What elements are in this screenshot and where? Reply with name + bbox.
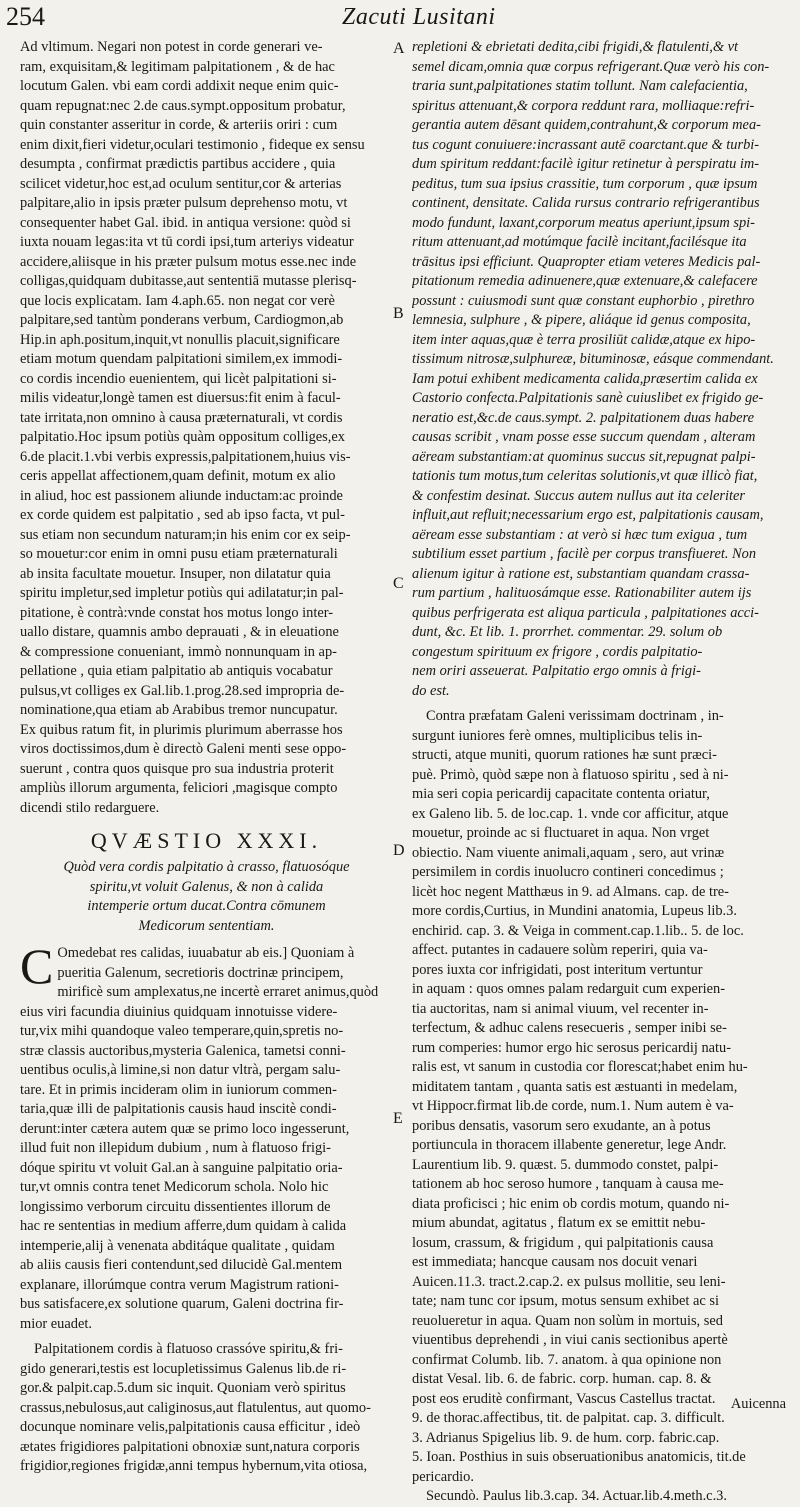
text-line: neratio est,&c.de caus.sympt. 2. palpitationem duas habere (412, 409, 754, 426)
text-line: losum, crassum, & frigidum , qui palpitationis causa (412, 1234, 714, 1251)
text-line: rum partium , halituosámque esse. Rationabiliter autem ijs (412, 585, 752, 601)
text-line: ram, exquisitam,& legitimam palpitationem , & de hac (20, 58, 335, 75)
text-line: semel dicam,omnia quæ corpus refrigerant.Quæ verò his con- (412, 58, 770, 75)
text-line: Omedebat res calidas, iuuabatur ab eis.] Quoniam à (57, 945, 355, 961)
margin-letter-d: D (393, 842, 405, 859)
text-line: affect. putantes in cadauere solùm reperiri, quia va- (412, 942, 708, 958)
text-line: dum spiritum reddant:facilè igitur retinetur à perspiratu im- (412, 156, 760, 172)
drop-cap: C (20, 938, 54, 994)
right-paragraph-2 (412, 707, 790, 1487)
margin-letter-e: E (393, 1110, 403, 1127)
text-line: causas scribit , vnam posse esse succum quendam , alteram (412, 429, 756, 445)
text-line: quin constanter asseritur in corde, & arteriis oriri : cum (20, 117, 338, 133)
text-line: scilicet videtur,hoc est,ad oculum sentitur,cor & arterias (20, 175, 342, 192)
text-line: ex corde quidem est palpitatio , sed ab ipso facta, vt pul- (20, 507, 345, 523)
text-line: ab insita facultate mouetur. Insuper, non dilatatur quia (20, 565, 331, 582)
text-line: 9. de thorac.affectibus, tit. de palpitat. cap. 3. difficult. (412, 1410, 725, 1426)
text-line: ritum attenuant,ad motúmque facilè incitant,facilésque ita (412, 234, 747, 250)
right-paragraph-1 (412, 38, 790, 701)
text-line: stræ classis auctoribus,mysteria Galenica, tametsi conni- (20, 1042, 346, 1059)
left-paragraph-2 (20, 938, 393, 1334)
text-line: reuolueretur in aqua. Quam non solùm in mortuis, sed (412, 1312, 723, 1329)
text-line: 3. Adrianus Spigelius lib. 9. de hum. corp. fabric.cap. (412, 1429, 720, 1446)
text-line: tate; nam tunc cor ipsum, motus sensum exhibet ac si (412, 1293, 719, 1309)
text-line: viros doctissimos,dum è directò Galeni menti sese oppo- (20, 741, 347, 757)
text-line: quibus perfrigerata est aliqua particula , palpitationes acci- (412, 604, 759, 621)
text-line: repletioni & ebrietati dedita,cibi frigidi,& flatulenti,& vt (412, 39, 739, 55)
question-title: QVÆSTIO XXXI. (90, 828, 323, 853)
text-line: ceris appellat affectionem,quam definit, motum ex alio (20, 468, 336, 484)
text-line: lemnesia, sulphure , & pipere, aliáque id genus composita, (412, 312, 751, 328)
text-line: subtilium esset partium , facilè per corpus transfiueret. Non (412, 546, 757, 562)
text-line: colligas,quidquam dubitasse,aut sententiā mutasse plerisq- (20, 273, 357, 289)
page-number: 254 (6, 2, 45, 31)
text-line: & confestim desinat. Succus autem nullus aut ita celeriter (412, 487, 745, 504)
text-line: obiectio. Nam viuente animali,aquam , sero, aut vrinæ (412, 844, 725, 861)
text-line: mium abundat, agitatus , flatum ex se emittit nebu- (412, 1215, 706, 1231)
text-line: accidere,aliisque in his præter pulsum motus esse.nec inde (20, 253, 357, 270)
text-line: ralis est, vt sanum in custodia cor florescat;habet enim hu- (412, 1059, 748, 1075)
text-line: gido generari,testis est locupletissimus Galenus lib.de ri- (20, 1360, 347, 1377)
text-line: diata proficisci ; hic enim ob cordis motum, quando ni- (412, 1195, 730, 1212)
right-paragraph-3 (412, 1487, 790, 1507)
text-line: desumpta , confirmat prædictis partibus accidere , quia (20, 156, 336, 172)
text-line: nominatione,qua etiam ab Arabibus tremor nuncupatur. (20, 702, 338, 718)
text-line: viuentibus deprehendi , in viui canis sectionibus apertè (412, 1332, 728, 1348)
text-line: influit,aut refluit;necessarium ergo est, palpitationis causam, (412, 507, 764, 523)
text-line: mouetur, proinde ac si fluctuaret in aqua. Non vrget (412, 825, 710, 841)
text-line: aëream esse substantiam : at verò si hæc tum exigua , tum (412, 526, 748, 543)
text-line: tationis tum motus,tum celeritas solutionis,vt quæ illicò fiat, (412, 468, 758, 484)
text-line: possunt : cuiusmodi sunt quæ constant euphorbio , pirethro (412, 292, 755, 309)
text-line: etiam motum quendam palpitationi similem,ex immodi- (20, 351, 343, 367)
text-line: aëream substantiam:at quominus succus sit,repugnat palpi- (412, 448, 756, 465)
text-line: continent, densitate. Calida rursus contrario refrigerantibus (412, 195, 760, 211)
text-line: surgunt iuniores ferè omnes, multiplicibus telis in- (412, 727, 703, 744)
text-line: palpitare,alio in ipsis præter pulsum deprehenso motu, vt (20, 195, 348, 211)
text-line: ab aliis causis fieri contendunt,sed dilucidè Gal.mentem (20, 1257, 343, 1273)
text-line: ampliùs illorum argumenta, feliciori ,magisque compto (20, 780, 338, 796)
text-line: confirmat Columb. lib. 7. anatom. à qua opinione non (412, 1351, 722, 1368)
text-line: mior euadet. (20, 1315, 92, 1332)
text-line: puè. Primò, quòd sæpe non à flatuoso spiritu , sed à ni- (412, 766, 729, 783)
subtitle-line: spiritu,vt voluit Galenus, & non à calida (89, 878, 324, 895)
text-line: ætates frigidiores palpitationi obnoxiæ sunt,natura corporis (20, 1438, 360, 1455)
subtitle-line: Medicorum sententiam. (138, 917, 275, 934)
text-line: est immediata; hancque causam nos docuit venari (412, 1254, 698, 1270)
text-line: spiritu impletur,sed impletur potiùs qui adilatatur;in pal- (20, 585, 344, 601)
text-line: milis videatur,longè tamen est diuersus:fit enim à facul- (20, 390, 341, 406)
text-line: tus cogunt conuiuere:incrassant autē coarctant.que & turbi- (412, 136, 760, 153)
text-line: enim dixit,fieri videtur,oculari testimonio , fideque ex sensu (20, 136, 365, 153)
left-paragraph-3 (20, 1340, 393, 1477)
text-line: pitationum remedia adinuenere,quæ extenuare,& calefacere (412, 273, 758, 289)
text-line: frigidior,regiones frigidæ,anni tempus hybernum,vita otiosa, (20, 1458, 368, 1474)
text-line: Iam potui exhibent medicamenta calida,præsertim calida ex (412, 370, 758, 387)
text-line: traria sunt,palpitationes statim tollunt. Nam calefacientia, (412, 78, 748, 94)
text-line: explanare, illorúmque contra verum Magistrum rationi- (20, 1276, 339, 1293)
text-line: intemperie,alij à venenata abditáque qualitate , quidam (20, 1237, 335, 1254)
text-line: palpitare,sed tantùm ponderans verbum, Cardiogmon,ab (20, 312, 344, 328)
text-line: in aliud, hoc est passionem aliunde inductam:ac proinde (20, 487, 343, 504)
text-line: derunt:inter cætera autem quæ se primo loco ingesserunt, (20, 1120, 350, 1137)
left-column (20, 38, 393, 1477)
text-line: gerantia autem dēsant quidem,contrahunt,& corporum mea- (412, 117, 761, 133)
text-line: structi, atque muniti, quorum rationes hæ sunt præci- (412, 747, 717, 763)
text-line: gor.& palpit.cap.5.dum sic inquit. Quoniam verò spiritus (20, 1380, 346, 1396)
text-line: post eos eruditè confirmant, Vascus Castellus tractat. (412, 1390, 716, 1407)
text-line: docunque nominare velis,palpitationis causa efficitur , ideò (20, 1419, 361, 1435)
text-line: taria,quæ illi de palpitationis causis haud inscitè condi- (20, 1101, 337, 1117)
subtitle-line: Quòd vera cordis palpitatio à crasso, flatuosóque (63, 859, 350, 875)
text-line: portiuncula in thoracem illabente generetur, lege Andr. (412, 1137, 727, 1153)
text-line: iuxta nouam legas:ita vt tū cordi ipsi,tum arteriys videatur (20, 234, 354, 250)
text-line: ex Galeno lib. 5. de loc.cap. 1. vnde cor afficitur, atque (412, 805, 729, 822)
text-line: eius viri facundia diuinius quidquam innotuisse videre- (20, 1003, 338, 1020)
text-line: bus satisfacere,ex solutione quarum, Galeni doctrina fir- (20, 1296, 344, 1312)
text-line: 5. Ioan. Posthius in suis obseruationibus anatomicis, tit.de (412, 1449, 746, 1465)
margin-letter-b: B (393, 305, 404, 322)
question-subtitle (20, 858, 393, 936)
text-line: pores iuxta cor infrigidati, post interitum vertuntur (412, 961, 703, 978)
text-line: mia seri copia pericardij capacitate contenta oriatur, (412, 786, 710, 802)
text-line: distat Vesal. lib. 6. de fabric. corp. human. cap. 8. & (412, 1371, 712, 1387)
text-line: peditus, tum sua ipsius crassitie, tum corporum , quæ ipsum (412, 175, 758, 192)
text-line: suerunt , contra quos quisque pro sua industria proterit (20, 760, 334, 777)
text-line: do est. (412, 682, 450, 699)
text-line: co cordis incendio euenientem, qui licèt palpitationi si- (20, 370, 337, 387)
text-line: consequenter habet Gal. ibid. in antiqua versione: quòd si (20, 214, 351, 231)
right-column (412, 38, 790, 1507)
text-line: quam repugnat:nec 2.de caus.sympt.oppositum probatur, (20, 97, 346, 114)
text-line: tur,vt omnis contra tenet Medicorum schola. Nolo hic (20, 1179, 329, 1195)
text-line: pulsus,vt colliges ex Gal.lib.1.prog.28.sed impropria de- (20, 682, 345, 699)
page-header (0, 0, 800, 40)
text-line: more cordis,Curtius, in Mundini anatomia, Lupeus lib.3. (412, 903, 737, 919)
text-line: 6.de placit.1.vbi verbis expressis,palpitationem,huius vis- (20, 448, 351, 465)
text-line: item inter aquas,quæ è terra prosiliūt calidæ,atque ex hipo- (412, 331, 756, 348)
text-line: tia auctoritas, nam si animal viuum, vel recenter in- (412, 1000, 709, 1017)
text-line: rum comperies: humor ergo hic serosus pericardij natu- (412, 1039, 732, 1056)
text-line: crassus,nebulosus,aut caliginosus,aut flatulentus, aut quomo- (20, 1399, 371, 1416)
text-line: modo fundunt, laxant,corporum meatus aperiunt,ipsum spi- (412, 214, 755, 231)
text-line: que locis explicatam. Iam 4.aph.65. non negat cor verè (20, 292, 335, 309)
text-line: enchirid. cap. 3. & Veiga in comment.cap.1.lib.. 5. de loc. (412, 922, 744, 939)
text-line: illud fuit non illepidum dubium , num à flatuoso frigi- (20, 1140, 331, 1156)
text-line: persimilem in cordis inuolucro contineri concedimus ; (412, 864, 724, 880)
text-line: Secundò. Paulus lib.3.cap. 34. Actuar.lib.4.meth.c.3. (426, 1488, 727, 1504)
text-line: Hip.in aph.positum,inquit,vt nonullis placuit,significare (20, 331, 340, 348)
catchword: Auicenna (730, 1396, 786, 1412)
text-line: uentibus oculis,à limine,si non datur vltrà, pergam salu- (20, 1062, 341, 1078)
text-line: pellatione , quia etiam palpitatio ab antiquis vocabatur (20, 663, 333, 679)
text-line: palpitatio.Hoc ipsum potiùs quàm oppositum colliges,ex (20, 429, 345, 445)
text-line: pueritia Galenum, secretioris doctrinæ principem, (57, 964, 344, 981)
text-line: Ex quibus ratum fit, in plurimis plurimum aberrasse hos (20, 721, 343, 738)
text-line: dunt, &c. Et lib. 1. prorrhet. commentar. 29. solum ob (412, 624, 723, 640)
text-line: mirificè sum amplexatus,ne incertè erraret animus,quòd (57, 984, 379, 1000)
text-line: congestum spirituum ex frigore , cordis palpitatio- (412, 643, 703, 660)
text-line: Auicen.11.3. tract.2.cap.2. ex pulsus mollitie, seu leni- (412, 1273, 726, 1290)
text-line: dicendi stilo redarguere. (20, 799, 160, 816)
text-line: nem oriri asseuerat. Palpitatio ergo omnis à frigi- (412, 663, 701, 679)
text-line: vt Hippocr.firmat lib.de corde, num.1. Num autem è va- (412, 1098, 734, 1114)
text-line: so mouetur:cor enim in omni pusu etiam præternaturali (20, 546, 338, 562)
text-line: dóque spiritu vt voluit Gal.an à sanguine palpitatio oria- (20, 1159, 343, 1176)
text-line: Palpitationem cordis à flatuoso crassóve spiritu,& fri- (34, 1341, 343, 1357)
subtitle-line: intemperie ortum ducat.Contra cōmunem (87, 898, 326, 914)
text-line: miditatem tantam , quanta satis est æstuanti in medelam, (412, 1078, 738, 1095)
text-line: in aquam : quos omnes palam redarguit cum experien- (412, 981, 726, 997)
running-head: Zacuti Lusitani (342, 4, 496, 30)
text-line: tate irritata,non omnino à causa præternaturali, vt cordis (20, 409, 343, 426)
text-line: licèt hoc negent Matthæus in 9. ad Almans. cap. de tre- (412, 883, 729, 900)
text-line: longissimo verborum circuitu dissentientes illorum de (20, 1198, 331, 1215)
margin-letter-c: C (393, 575, 404, 592)
text-line: hac re sententias in medium afferre,dum quidam à calida (20, 1218, 347, 1234)
text-line: tationem ab hoc seroso humore , tanquam à causa me- (412, 1176, 724, 1192)
text-line: alienum igitur à ratione est, substantiam quandam crassa- (412, 565, 750, 582)
text-line: Contra præfatam Galeni verissimam doctrinam , in- (426, 708, 724, 724)
text-line: Ad vltimum. Negari non potest in corde generari ve- (20, 39, 323, 55)
text-line: uallo distare, quamnis ambo deprauati , & in eleuatione (20, 624, 339, 640)
text-line: tissimum nitrosæ,sulphureæ, bituminosæ, eásque commendant. (412, 351, 774, 367)
text-line: Laurentium lib. 9. quæst. 5. dummodo constet, palpi- (412, 1156, 719, 1173)
text-line: Castorio confecta.Palpitationis sanè cuiuslibet ex frigido ge- (412, 390, 764, 406)
text-line: sus etiam non secundum naturam;in his enim cor ex seip- (20, 526, 351, 543)
text-line: spiritus attenuant,& corpora reddunt rara, molliaque:refri- (412, 97, 755, 114)
left-paragraph-1 (20, 38, 393, 818)
text-line: trāsitus ipsi efficiunt. Quapropter etiam veteres Medicis pal- (412, 253, 761, 270)
text-line: pericardio. (412, 1468, 474, 1485)
margin-letter-a: A (393, 40, 405, 57)
text-line: poribus densatis, vasorum sero exudante, an à potus (412, 1117, 711, 1134)
text-line: locutum Galen. vbi eam cordi addixit neque enim quic- (20, 78, 339, 94)
text-line: pitatione, è contrà:vnde constat hos motus longo inter- (20, 604, 334, 621)
text-line: tur,vix mihi quandoque valeo temperare,quin,spretis no- (20, 1023, 344, 1039)
text-line: tare. Et in primis incideram olim in iuniorum commen- (20, 1081, 337, 1098)
text-line: & compressione conueniant, immò nonnunquam in ap- (20, 643, 337, 660)
text-line: terfectum, & adhuc calens resecueris , semper inibi se- (412, 1020, 727, 1036)
